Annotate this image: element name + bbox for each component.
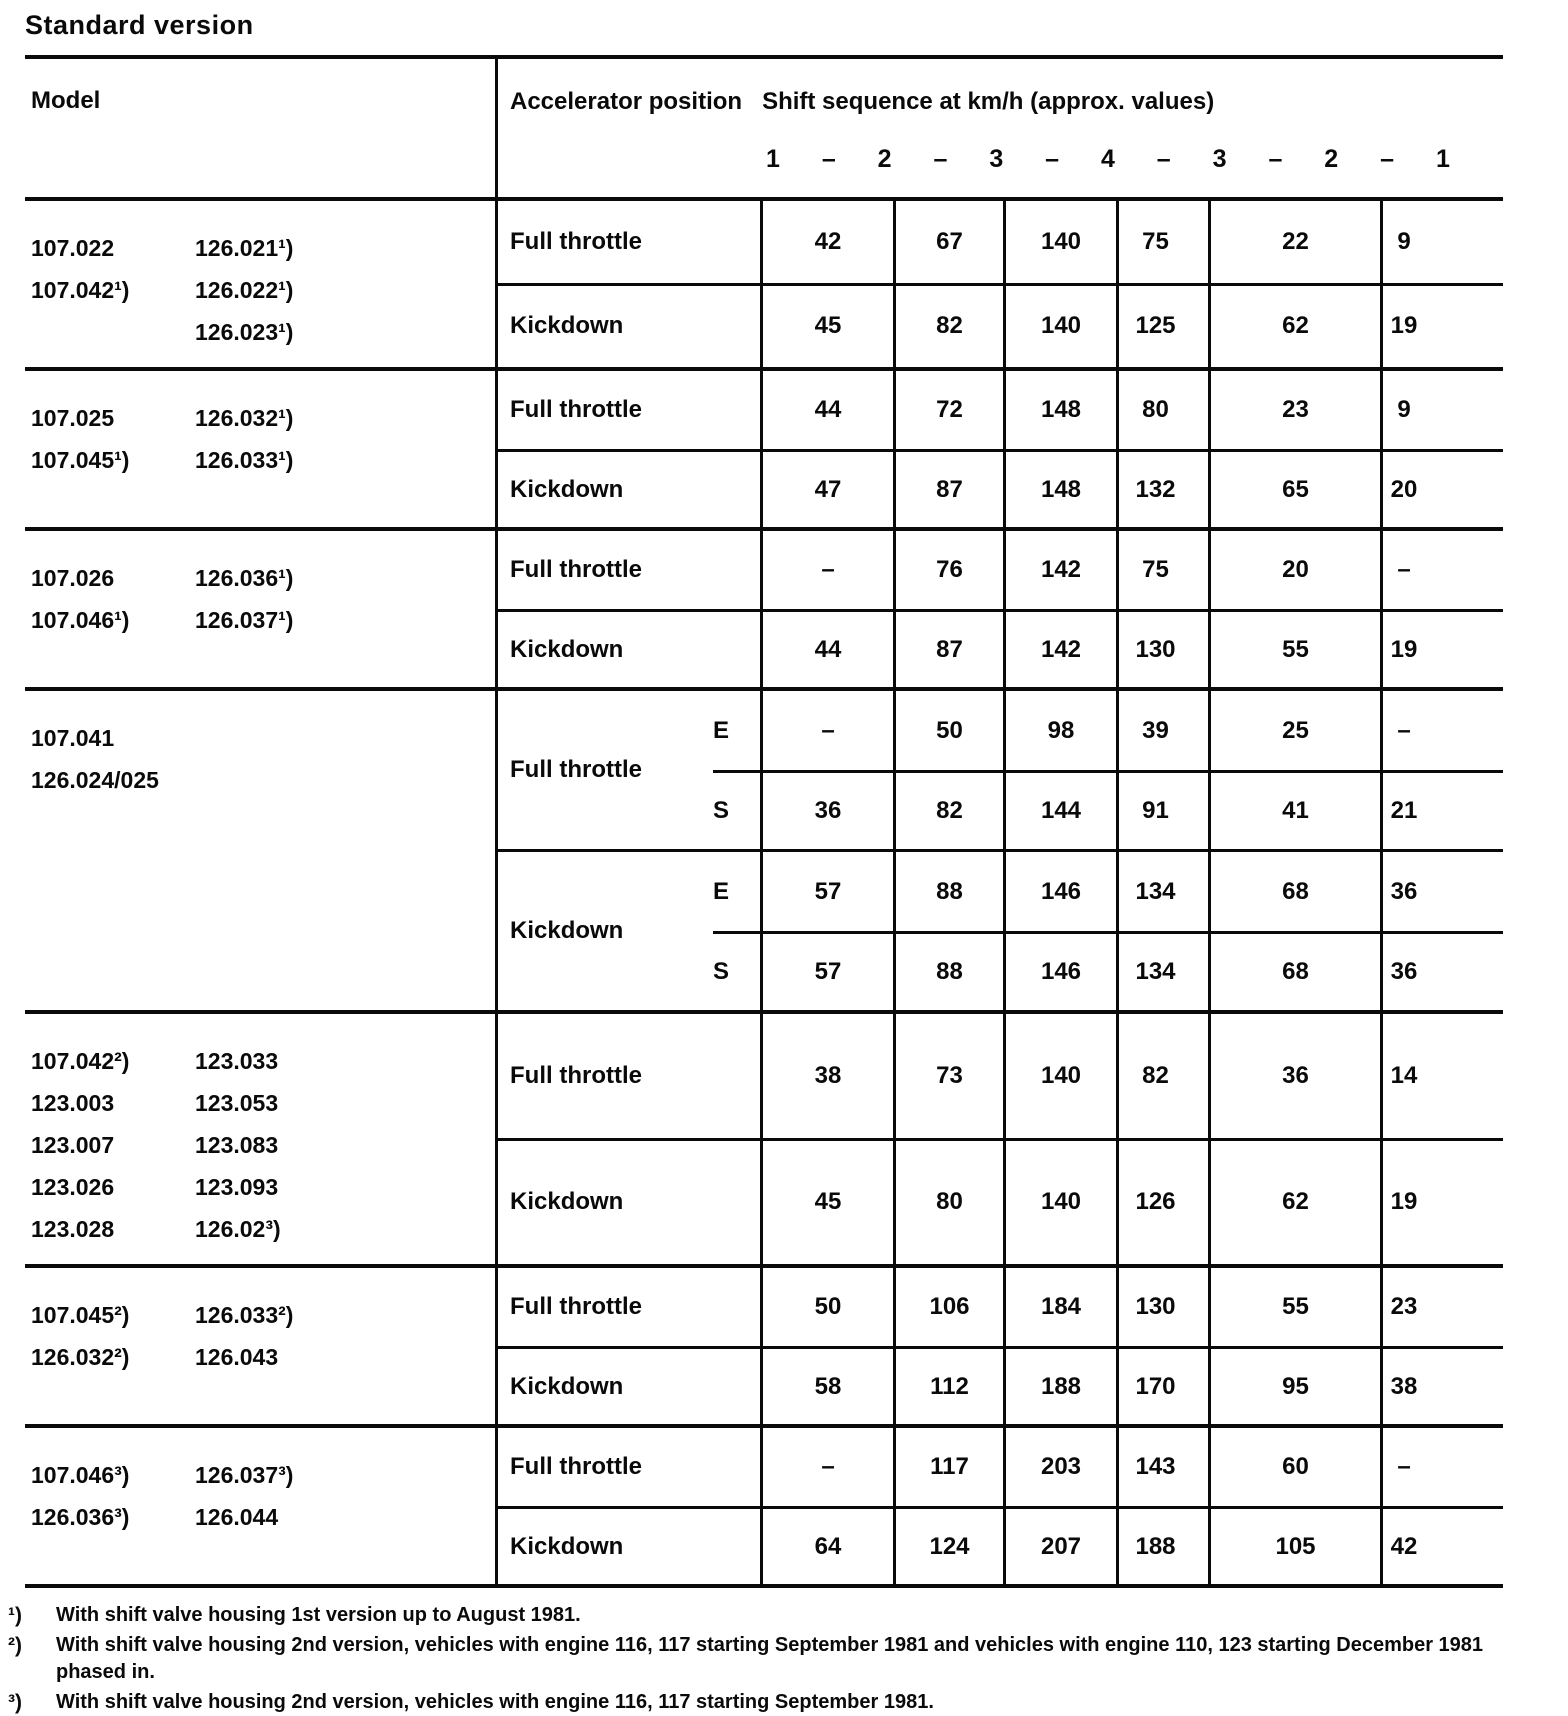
model-code: 107.025: [31, 405, 115, 431]
group-rows: [495, 1014, 1503, 1264]
table-row: [498, 449, 1503, 527]
speed-value: 55: [1208, 612, 1380, 687]
speed-values-row: [760, 852, 1503, 931]
speed-value: 36: [1380, 852, 1503, 931]
model-code-column: [31, 397, 181, 481]
sequence-token: –: [1045, 145, 1060, 173]
sequence-token: 2: [1324, 145, 1339, 173]
model-code: 107.041: [31, 725, 115, 751]
group-rows: [495, 691, 1503, 1010]
table-row: [498, 1428, 1503, 1506]
speed-value: 25: [1208, 691, 1380, 770]
speed-value: –: [1380, 531, 1503, 609]
footnote-text: With shift valve housing 1st version up to August 1981.: [56, 1604, 581, 1626]
table-row: [498, 1014, 1503, 1138]
speed-value: 134: [1116, 934, 1208, 1010]
speed-values-row: [760, 201, 1503, 283]
model-code: 123.033: [195, 1048, 279, 1074]
speed-value: 75: [1116, 201, 1208, 283]
model-code: 126.033²): [195, 1302, 294, 1328]
model-code: 123.053: [195, 1090, 279, 1116]
speed-value: 62: [1208, 1141, 1380, 1265]
column-header-model: Model: [31, 87, 101, 114]
model-code: 107.022: [31, 235, 115, 261]
speed-values-row: [760, 1428, 1503, 1506]
speed-value: 36: [1208, 1014, 1380, 1138]
table-subrow: [713, 691, 1503, 770]
sequence-token: 1: [1435, 145, 1450, 173]
model-code: 126.033¹): [195, 447, 294, 473]
speed-value: 87: [893, 452, 1003, 527]
model-code: 107.046¹): [31, 607, 130, 633]
speed-value: 64: [760, 1509, 893, 1584]
speed-value: 132: [1116, 452, 1208, 527]
footnote-text: With shift valve housing 2nd version, vehicles with engine 116, 117 starting September 1981 and vehicles with engine 110, 123 starting December 1981 phased in.: [56, 1634, 1484, 1683]
speed-value: 73: [893, 1014, 1003, 1138]
sequence-token: –: [821, 145, 836, 173]
model-group: [25, 527, 1503, 687]
footnotes: [8, 1602, 1556, 1716]
model-cell: [25, 1268, 495, 1424]
group-rows: [495, 201, 1503, 367]
sequence-token: 2: [877, 145, 892, 173]
accelerator-label: Full throttle: [510, 756, 642, 783]
page-title: Standard version: [25, 10, 254, 40]
accelerator-label: Kickdown: [510, 917, 624, 944]
speed-value: 98: [1003, 691, 1116, 770]
speed-value: 72: [893, 371, 1003, 449]
speed-value: 140: [1003, 1014, 1116, 1138]
model-code-column: [195, 1454, 293, 1538]
table-subrow: [713, 931, 1503, 1010]
speed-values-row: [760, 371, 1503, 449]
speed-value: 146: [1003, 852, 1116, 931]
speed-value: 62: [1208, 286, 1380, 368]
speed-value: 42: [1380, 1509, 1503, 1584]
group-rows: [495, 371, 1503, 527]
accelerator-label: Kickdown: [510, 1532, 624, 1560]
model-code: 107.046³): [31, 1462, 130, 1488]
speed-value: 105: [1208, 1509, 1380, 1584]
speed-value: 95: [1208, 1349, 1380, 1424]
program-subrows: [713, 852, 1503, 1010]
model-code: 107.042¹): [31, 277, 130, 303]
model-code: 126.044: [195, 1504, 279, 1530]
model-cell: [25, 201, 495, 367]
accelerator-label: Kickdown: [510, 312, 624, 340]
speed-value: 117: [893, 1428, 1003, 1506]
speed-value: 170: [1116, 1349, 1208, 1424]
speed-value: 75: [1116, 531, 1208, 609]
speed-value: 140: [1003, 201, 1116, 283]
speed-value: 44: [760, 371, 893, 449]
program-subrows: [713, 691, 1503, 849]
speed-values-row: [760, 1014, 1503, 1138]
column-header-accelerator: Accelerator position: [510, 88, 743, 115]
speed-value: 9: [1380, 201, 1503, 283]
speed-value: 68: [1208, 934, 1380, 1010]
footnote-item: [8, 1632, 1556, 1686]
speed-value: –: [1380, 1428, 1503, 1506]
speed-value: 91: [1116, 773, 1208, 849]
table-row: [498, 849, 1503, 1010]
model-group: [25, 201, 1503, 367]
speed-value: 19: [1380, 612, 1503, 687]
footnote-item: [8, 1689, 1556, 1716]
model-code: 126.023¹): [195, 319, 294, 345]
speed-value: 146: [1003, 934, 1116, 1010]
model-code: 123.003: [31, 1090, 115, 1116]
accelerator-label: Full throttle: [510, 1061, 642, 1089]
speed-value: 124: [893, 1509, 1003, 1584]
speed-value: 188: [1116, 1509, 1208, 1584]
speed-value: 144: [1003, 773, 1116, 849]
speed-value: 21: [1380, 773, 1503, 849]
model-code: 126.037¹): [195, 607, 294, 633]
model-code-column: [31, 1294, 181, 1378]
model-code-column: [31, 717, 181, 801]
table-row: [498, 691, 1503, 849]
speed-value: –: [1380, 691, 1503, 770]
model-code: 123.083: [195, 1132, 279, 1158]
model-code: 107.045²): [31, 1302, 130, 1328]
table-row: [498, 201, 1503, 283]
speed-value: 126: [1116, 1141, 1208, 1265]
speed-value: 44: [760, 612, 893, 687]
speed-value: 82: [893, 286, 1003, 368]
speed-value: 142: [1003, 531, 1116, 609]
speed-value: 143: [1116, 1428, 1208, 1506]
speed-values-row: [760, 773, 1503, 849]
speed-value: –: [760, 1428, 893, 1506]
accelerator-label: Kickdown: [510, 475, 624, 503]
model-code: 123.093: [195, 1174, 279, 1200]
program-letter: E: [713, 716, 730, 744]
table-header-labels: [498, 59, 1503, 145]
speed-value: 42: [760, 201, 893, 283]
speed-value: 23: [1380, 1268, 1503, 1346]
speed-value: 134: [1116, 852, 1208, 931]
table-header-right: [495, 59, 1503, 197]
table-row: [498, 1138, 1503, 1265]
model-code-column: [195, 1040, 281, 1250]
speed-value: 88: [893, 852, 1003, 931]
speed-values-row: [760, 1509, 1503, 1584]
speed-value: 130: [1116, 612, 1208, 687]
speed-value: 130: [1116, 1268, 1208, 1346]
sequence-token: 3: [989, 145, 1004, 173]
speed-value: 23: [1208, 371, 1380, 449]
model-code: 107.042²): [31, 1048, 130, 1074]
speed-value: –: [760, 531, 893, 609]
model-code: 126.02³): [195, 1216, 281, 1242]
speed-value: 41: [1208, 773, 1380, 849]
model-code-column: [195, 1294, 293, 1378]
table-row: [498, 609, 1503, 687]
speed-value: 20: [1208, 531, 1380, 609]
model-code: 126.036³): [31, 1504, 130, 1530]
speed-value: 36: [1380, 934, 1503, 1010]
model-code: 126.032²): [31, 1344, 130, 1370]
speed-value: 47: [760, 452, 893, 527]
sequence-token: –: [1268, 145, 1283, 173]
speed-values-row: [760, 452, 1503, 527]
speed-value: 184: [1003, 1268, 1116, 1346]
speed-value: 45: [760, 1141, 893, 1265]
accelerator-label: Full throttle: [510, 1453, 642, 1480]
model-code: 126.036¹): [195, 565, 294, 591]
speed-value: 148: [1003, 452, 1116, 527]
speed-value: 65: [1208, 452, 1380, 527]
speed-value: 112: [893, 1349, 1003, 1424]
model-code-column: [31, 1040, 181, 1250]
model-cell: [25, 371, 495, 527]
speed-value: 142: [1003, 612, 1116, 687]
speed-value: 188: [1003, 1349, 1116, 1424]
model-code: 126.032¹): [195, 405, 294, 431]
model-group: [25, 687, 1503, 1010]
model-code: 123.028: [31, 1216, 115, 1242]
model-code: 123.026: [31, 1174, 115, 1200]
model-code-column: [195, 397, 293, 481]
footnote-marker: ³): [8, 1691, 22, 1714]
accelerator-label: Kickdown: [510, 635, 624, 663]
table-row: [498, 1268, 1503, 1346]
speed-values-row: [760, 1349, 1503, 1424]
speed-value: 9: [1380, 371, 1503, 449]
speed-value: 57: [760, 852, 893, 931]
table-row: [498, 531, 1503, 609]
speed-value: 148: [1003, 371, 1116, 449]
model-code: 123.007: [31, 1132, 115, 1158]
shift-table: [25, 55, 1503, 1588]
speed-value: 207: [1003, 1509, 1116, 1584]
speed-value: 88: [893, 934, 1003, 1010]
model-code: 126.024/025: [31, 767, 159, 793]
speed-value: 38: [1380, 1349, 1503, 1424]
speed-values-row: [760, 1268, 1503, 1346]
sequence-token: 3: [1212, 145, 1227, 173]
table-subrow: [713, 770, 1503, 849]
accelerator-label: Full throttle: [510, 227, 642, 255]
group-rows: [495, 1268, 1503, 1424]
model-code: 126.022¹): [195, 277, 294, 303]
model-code-column: [31, 227, 181, 311]
footnote-marker: ¹): [8, 1604, 22, 1627]
speed-values-row: [760, 286, 1503, 368]
speed-value: 82: [1116, 1014, 1208, 1138]
model-code-column: [195, 227, 293, 353]
accelerator-label: Full throttle: [510, 396, 642, 423]
group-rows: [495, 1428, 1503, 1584]
program-letter: S: [713, 797, 730, 824]
speed-value: 67: [893, 201, 1003, 283]
column-header-shift-sequence: Shift sequence at km/h (approx. values): [762, 88, 1215, 115]
footnote-item: [8, 1602, 1556, 1629]
model-code: 126.043: [195, 1344, 279, 1370]
speed-value: 45: [760, 286, 893, 368]
program-letter: S: [713, 958, 730, 985]
model-code: 107.026: [31, 565, 115, 591]
footnote-text: With shift valve housing 2nd version, vehicles with engine 116, 117 starting September 1981.: [56, 1691, 934, 1713]
sequence-token: –: [1380, 145, 1395, 173]
table-row: [498, 1506, 1503, 1584]
sequence-token: –: [1156, 145, 1171, 173]
model-cell: [25, 531, 495, 687]
table-row: [498, 371, 1503, 449]
sequence-scale: [766, 145, 1450, 197]
speed-value: 38: [760, 1014, 893, 1138]
speed-value: 76: [893, 531, 1003, 609]
speed-value: 14: [1380, 1014, 1503, 1138]
speed-value: 80: [893, 1141, 1003, 1265]
model-group: [25, 367, 1503, 527]
model-code-column: [31, 1454, 181, 1538]
model-code: 107.045¹): [31, 447, 130, 473]
program-letter: E: [713, 877, 730, 905]
sequence-token: –: [933, 145, 948, 173]
speed-value: –: [760, 691, 893, 770]
model-code-column: [195, 557, 293, 641]
model-code: 126.021¹): [195, 235, 294, 261]
speed-value: 82: [893, 773, 1003, 849]
speed-value: 106: [893, 1268, 1003, 1346]
table-subrow: [713, 852, 1503, 931]
speed-value: 140: [1003, 286, 1116, 368]
speed-value: 55: [1208, 1268, 1380, 1346]
speed-values-row: [760, 691, 1503, 770]
speed-value: 87: [893, 612, 1003, 687]
accelerator-label: Full throttle: [510, 556, 642, 583]
speed-value: 60: [1208, 1428, 1380, 1506]
accelerator-label: Kickdown: [510, 1188, 624, 1216]
footnote-marker: ²): [8, 1634, 22, 1657]
speed-values-row: [760, 531, 1503, 609]
group-rows: [495, 531, 1503, 687]
speed-values-row: [760, 934, 1503, 1010]
accelerator-label: Full throttle: [510, 1293, 642, 1320]
speed-value: 203: [1003, 1428, 1116, 1506]
table-body: [25, 201, 1503, 1584]
speed-value: 58: [760, 1349, 893, 1424]
speed-value: 36: [760, 773, 893, 849]
speed-value: 39: [1116, 691, 1208, 770]
speed-value: 19: [1380, 1141, 1503, 1265]
accelerator-label: Kickdown: [510, 1372, 624, 1400]
speed-values-row: [760, 612, 1503, 687]
speed-value: 57: [760, 934, 893, 1010]
speed-value: 50: [893, 691, 1003, 770]
table-header: [25, 59, 1503, 201]
model-group: [25, 1424, 1503, 1584]
model-group: [25, 1010, 1503, 1264]
speed-value: 80: [1116, 371, 1208, 449]
speed-value: 125: [1116, 286, 1208, 368]
model-code-column: [31, 557, 181, 641]
speed-values-row: [760, 1141, 1503, 1265]
model-cell: [25, 691, 495, 1010]
manual-page: [0, 10, 1568, 1714]
table-row: [498, 1346, 1503, 1424]
model-group: [25, 1264, 1503, 1424]
sequence-token: 4: [1100, 145, 1115, 173]
sequence-token: 1: [766, 145, 780, 173]
table-row: [498, 283, 1503, 368]
model-code: 126.037³): [195, 1462, 294, 1488]
speed-value: 22: [1208, 201, 1380, 283]
speed-value: 19: [1380, 286, 1503, 368]
model-cell: [25, 1428, 495, 1584]
speed-value: 50: [760, 1268, 893, 1346]
speed-value: 20: [1380, 452, 1503, 527]
speed-value: 68: [1208, 852, 1380, 931]
speed-value: 140: [1003, 1141, 1116, 1265]
model-cell: [25, 1014, 495, 1264]
